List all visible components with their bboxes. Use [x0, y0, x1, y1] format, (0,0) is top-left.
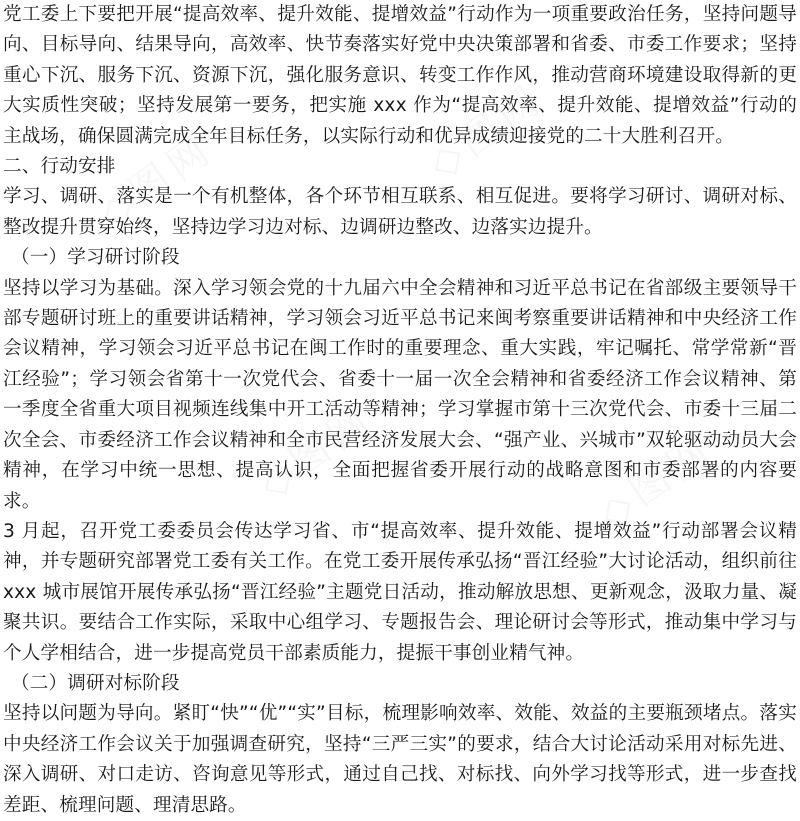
watermark-4: ◇图网 [590, 425, 723, 538]
subheading-research-phase: （二）调研对标阶段 [11, 672, 180, 694]
watermark-2: ◇图网 [420, 75, 553, 188]
watermark-1: ◇图网 [90, 125, 223, 238]
watermark-3: ◇图网 [250, 395, 383, 508]
paragraph-study-basis: 坚持以学习为基础。深入学习领会党的十九届六中全会精神和习近平总书记在省部级主要领导干部专题研讨班上的重要讲话精神，学习领会习近平总书记来闽考察重要讲话精神和中央经济工作会议精神，学习领会习近平总书记在闽工作时的重要理念、重大实践，牢记嘱托、常学常新“晋江经验”；学习领会省第十一次党代会、省委十一届一次全会精神和省委经济工作会议精神、第一季度全省重大项目视频连线集中开工活动等精神；学习掌握市第十三次党代会、市委十三届二次全会、市委经济工作会议精神和全市民营经济发展大会、“强产业、兴城市”双轮驱动动员大会精神，在学习中统一思想、提高认识，全面把握省委开展行动的战略意图和市委部署的内容要求。 [3, 277, 797, 512]
section-heading-action-plan: 二、行动安排 [3, 156, 116, 178]
document-body [3, 0, 797, 821]
paragraph-march-activities: 3 月起，召开党工委委员会传达学习省、市“提高效率、提升效能、提增效益”行动部署会议精神，并专题研究部署党工委有关工作。在党工委开展传承弘扬“晋江经验”大讨论活动，组织前往 xxx 城市展馆开展传承弘扬“晋江经验”主题党日活动，推动解放思想、更新观念，汲取力量、凝聚共识。要结合工作实际，采取中心组学习、专题报告会、理论研讨会等形式，推动集中学习与个人学相结合，进一步提高党员干部素质能力，提振干事创业精气神。 [3, 520, 797, 664]
paragraph-intro: 党工委上下要把开展“提高效率、提升效能、提增效益”行动作为一项重要政治任务，坚持问题导向、目标导向、结果导向，高效率、快节奏落实好党中央决策部署和省委、市委工作要求；坚持重心下沉、服务下沉、资源下沉，强化服务意识、转变工作作风，推动营商环境建设取得新的更大实质性突破；坚持发展第一要务，把实施 xxx 作为“提高效率、提升效能、提增效益”行动的主战场，确保圆满完成全年目标任务，以实际行动和优异成绩迎接党的二十大胜利召开。 [3, 4, 797, 147]
paragraph-action-plan: 学习、调研、落实是一个有机整体，各个环节相互联系、相互促进。要将学习研讨、调研对标、整改提升贯穿始终，坚持边学习边对标、边调研边整改、边落实边提升。 [3, 186, 797, 238]
subheading-study-phase: （一）学习研讨阶段 [11, 247, 180, 269]
paragraph-problem-oriented: 坚持以问题为导向。紧盯“快”“优”“实”目标，梳理影响效率、效能、效益的主要瓶颈堵点。落实中央经济工作会议关于加强调查研究，坚持“三严三实”的要求，结合大讨论活动采用对标先进、深入调研、对口走访、咨询意见等形式，通过自己找、对标找、向外学习找等形式，进一步查找差距、梳理问题、理清思路。 [3, 703, 797, 816]
